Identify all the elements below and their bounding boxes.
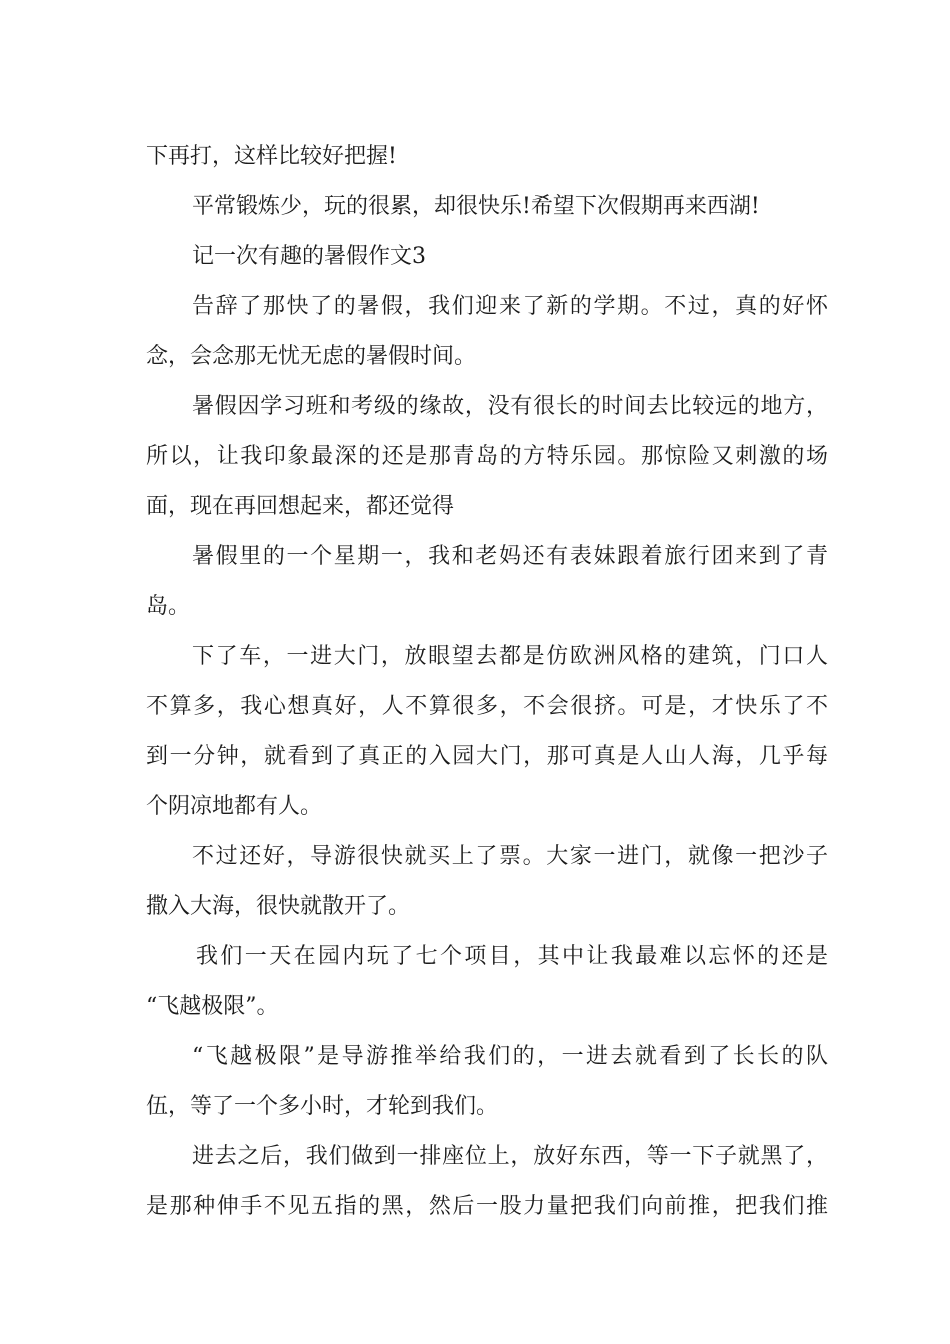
text-line: 到一分钟，就看到了真正的入园大门，那可真是人山人海，几乎每 [146, 744, 828, 769]
section-heading: 记一次有趣的暑假作文3 [192, 244, 426, 269]
text-line: 是那种伸手不见五指的黑，然后一股力量把我们向前推，把我们推 [146, 1194, 828, 1219]
text-line: 我们一天在园内玩了七个项目，其中让我最难以忘怀的还是 [196, 944, 828, 969]
document-page [146, 132, 828, 1232]
text-line: 念，会念那无忧无虑的暑假时间。 [146, 344, 477, 369]
text-line: 面，现在再回想起来，都还觉得 [146, 494, 455, 519]
text-line: 下了车，一进大门，放眼望去都是仿欧洲风格的建筑，门口人 [192, 644, 828, 669]
text-line: “飞越极限”。 [146, 994, 279, 1019]
text-line: 暑假里的一个星期一，我和老妈还有表妹跟着旅行团来到了青 [192, 544, 828, 569]
text-line: 平常锻炼少，玩的很累，却很快乐!希望下次假期再来西湖! [192, 194, 760, 219]
text-line: 暑假因学习班和考级的缘故，没有很长的时间去比较远的地方， [192, 394, 828, 419]
text-line: 不过还好，导游很快就买上了票。大家一进门，就像一把沙子 [192, 844, 828, 869]
text-line: 岛。 [146, 594, 191, 619]
text-line: 伍，等了一个多小时，才轮到我们。 [146, 1094, 499, 1119]
text-line: 进去之后，我们做到一排座位上，放好东西，等一下子就黑了， [192, 1144, 828, 1169]
text-line: 告辞了那快了的暑假，我们迎来了新的学期。不过，真的好怀 [192, 294, 828, 319]
text-line: 个阴凉地都有人。 [146, 794, 323, 819]
text-line: 不算多，我心想真好，人不算很多，不会很挤。可是，才快乐了不 [146, 694, 828, 719]
text-line: 下再打，这样比较好把握! [146, 144, 397, 169]
text-line: 撒入大海，很快就散开了。 [146, 894, 411, 919]
text-line: 所以，让我印象最深的还是那青岛的方特乐园。那惊险又刺激的场 [146, 444, 828, 469]
text-line: “飞越极限”是导游推举给我们的，一进去就看到了长长的队 [192, 1044, 828, 1069]
